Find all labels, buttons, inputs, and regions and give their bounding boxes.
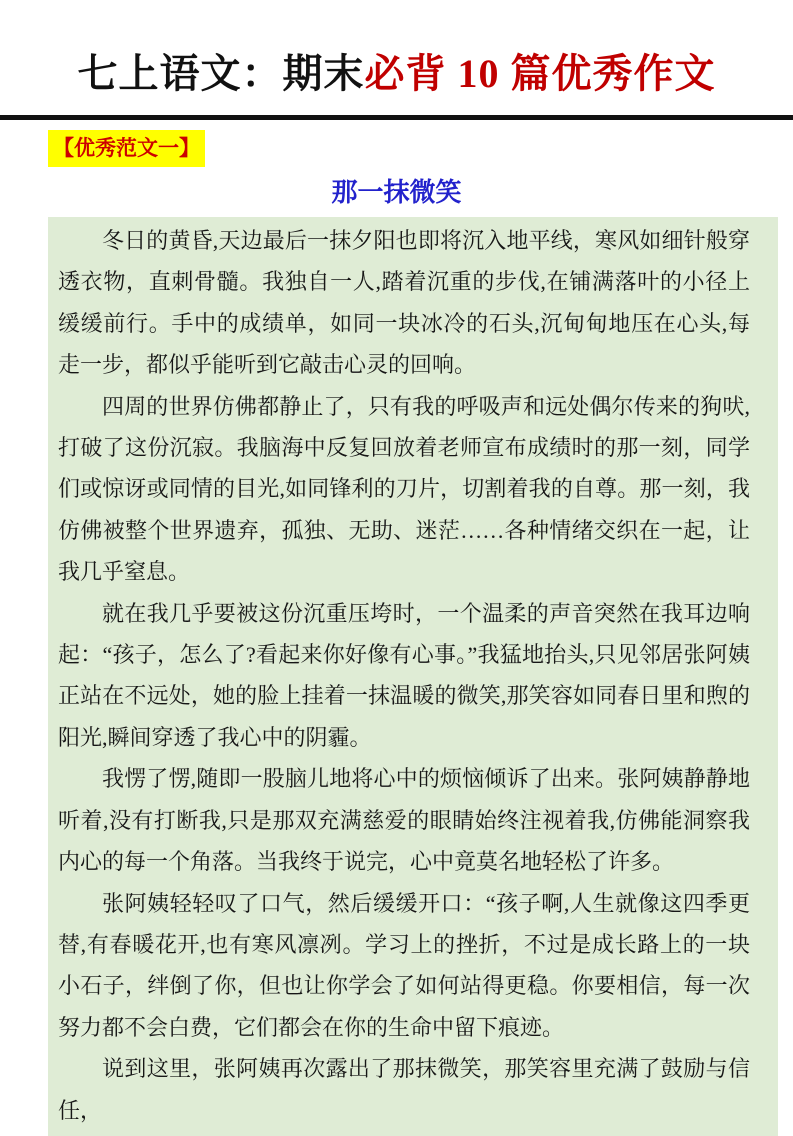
essay-paragraph: 就在我几乎要被这份沉重压垮时，一个温柔的声音突然在我耳边响起：“孩子，怎么了?看起来你好像有心事。”我猛地抬头,只见邻居张阿姨正站在不远处，她的脸上挂着一抹温暖的微笑,那笑容如同春日里和煦的阳光,瞬间穿透了我心中的阴霾。 bbox=[58, 600, 750, 750]
document-title-black-part: 七上语文：期末 bbox=[77, 51, 365, 96]
essay-title: 那一抹微笑 bbox=[331, 178, 462, 207]
essay-paragraph: 四周的世界仿佛都静止了，只有我的呼吸声和远处偶尔传来的狗吠,打破了这份沉寂。我脑海中反复回放着老师宣布成绩时的那一刻，同学们或惊讶或同情的目光,如同锋利的刀片，切割着我的自尊。那一刻，我仿佛被整个世界遗弃，孤独、无助、迷茫……各种情绪交织在一起，让我几乎窒息。 bbox=[58, 393, 750, 585]
essay-body bbox=[48, 217, 778, 1136]
document-title bbox=[0, 48, 793, 100]
essay-paragraph: 说到这里，张阿姨再次露出了那抹微笑，那笑容里充满了鼓励与信任， bbox=[58, 1056, 750, 1123]
essay-paragraph: 冬日的黄昏,天边最后一抹夕阳也即将沉入地平线，寒风如细针般穿透衣物，直刺骨髓。我独自一人,踏着沉重的步伐,在铺满落叶的小径上缓缓前行。手中的成绩单，如同一块冰冷的石头,沉甸甸地压在心头,每走一步，都似乎能听到它敲击心灵的回响。 bbox=[58, 228, 750, 378]
essay-paragraph: 我愣了愣,随即一股脑儿地将心中的烦恼倾诉了出来。张阿姨静静地听着,没有打断我,只是那双充满慈爱的眼睛始终注视着我,仿佛能洞察我内心的每一个角落。当我终于说完，心中竟莫名地轻松了许多。 bbox=[58, 766, 750, 875]
essay-paragraph: 张阿姨轻轻叹了口气，然后缓缓开口：“孩子啊,人生就像这四季更替,有春暖花开,也有寒风凛冽。学习上的挫折，不过是成长路上的一块小石子，绊倒了你，但也让你学会了如何站得更稳。你要相信，每一次努力都不会白费，它们都会在你的生命中留下痕迹。 bbox=[58, 890, 750, 1040]
document-title-red-part: 必背 10 篇优秀作文 bbox=[364, 51, 716, 96]
title-divider-rule bbox=[0, 115, 793, 120]
section-label-excellent-essay-1: 【优秀范文一】 bbox=[48, 130, 205, 167]
